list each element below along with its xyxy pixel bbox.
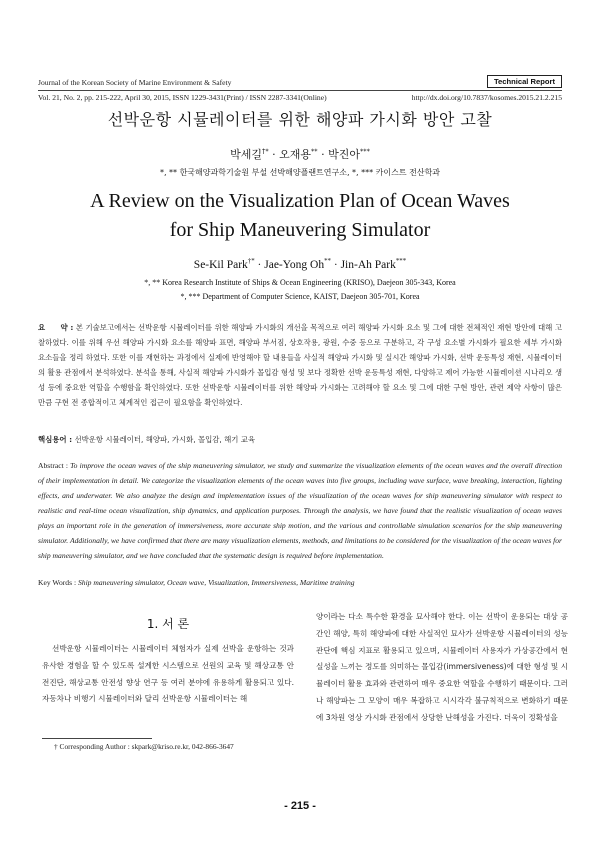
english-keywords-text: Ship maneuvering simulator, Ocean wave, Visualization, Immersiveness, Maritime training: [77, 578, 355, 587]
author-ko-2: · 오재용: [268, 148, 311, 161]
korean-keywords-text: 선박운항 시뮬레이터, 해양파, 가시화, 몰입감, 해기 교육: [74, 435, 256, 444]
author-ko-1: 박세길: [230, 148, 263, 161]
author-en-1-mark: †*: [247, 258, 255, 265]
english-affiliation-1: *, ** Korea Research Institute of Ships & Ocean Engineering (KRISO), Daejeon 305-343, Korea: [144, 278, 456, 287]
korean-keywords-label: 핵심용어 :: [38, 435, 73, 444]
author-ko-3-mark: ***: [359, 147, 370, 156]
english-abstract: [38, 458, 562, 563]
corresponding-author-footnote: † Corresponding Author : skpark@kriso.re.kr, 042-866-3647: [54, 742, 234, 751]
korean-abstract-text: 본 기술보고에서는 선박운항 시뮬레이터를 위한 해양파 가시화의 개선을 목적으로 여러 해양파 가시화 요소 및 그에 대한 전체적인 재현 방안에 대해 고찰하였다. 이를 위해 우선 해양파 가시화 요소를 해양파 표면, 해양파 부서짐, 상호작용, 광원, 수중 등으로 구분하고, 각 구성 요소별 가시화가 필요한 세부 가시화 요소들을 정리 하였다. 또한 이를 재현하는 과정에서 실제에 반영해야 할 내용들을 사실적 해양파 가시화 및 실시간 해양파 가시화, 선박 운동특성 재현, 시뮬레이터의 활용 관점에서 분석하였다. 분석을 통해, 사실적 해양파 가시화가 몰입감 형성 및 보다 정확한 선박 운동특성 재현, 다양하고 제어 가능한 시뮬레이션 시나리오 생성 등에 중요한 역할을 수행함을 확인하였다. 또한 선박운항 시뮬레이터를 위한 해양파 가시화는 고려해야 할 요소 및 그에 대한 구현 방안, 관련 제약 사항이 많은 만큼 구현 전 종합적이고 체계적인 접근이 필요함을 확인하였다.: [38, 323, 562, 407]
english-affiliation-2: *, *** Department of Computer Science, KAIST, Daejeon 305-701, Korea: [180, 292, 420, 301]
author-en-3: · Jin-Ah Park: [331, 258, 396, 271]
english-abstract-label: Abstract :: [38, 461, 68, 470]
korean-abstract: [38, 320, 562, 410]
author-en-1: Se-Kil Park: [193, 258, 248, 271]
doi-link[interactable]: http://dx.doi.org/10.7837/kosomes.2015.21.2.215: [411, 93, 562, 102]
author-en-2: · Jae-Yong Oh: [254, 258, 325, 271]
author-en-3-mark: ***: [395, 258, 407, 265]
english-title-line-2: for Ship Maneuvering Simulator: [169, 219, 431, 241]
english-keywords-label: Key Words :: [38, 578, 77, 587]
journal-name: Journal of the Korean Society of Marine Environment & Safety: [38, 78, 232, 87]
volume-info: Vol. 21, No. 2, pp. 215-222, April 30, 2015, ISSN 1229-3431(Print) / ISSN 2287-3341(Online): [38, 93, 327, 102]
english-abstract-text: To improve the ocean waves of the ship maneuvering simulator, we study and summarize the visualization elements of the ocean waves and the overall direction of their implementation in detail. We categorize the visualization elements of the ocean waves into five groups, including wave surface, wave breaking, interaction, lighting effects, and underwater. We also analyze the design and implementation issues of the visualization of the ocean waves for ship maneuvering simulator with respect to realistic and real-time ocean visualization, ship dynamics, and application purposes. Through the analysis, we have found that the realistic visualization of ocean waves plays an important role in the generation of immersiveness, more accurate ship motion, and the various and controllable simulation scenarios for the ship maneuvering simulator. Additionally, we have confirmed that there are many visualization elements, methods, and limitations to be considered for the visualization of the ocean waves for ship maneuvering simulator, and we have concluded that the systematic design is required before implementation.: [38, 461, 563, 560]
author-ko-1-mark: †*: [262, 147, 269, 156]
header-rule: [38, 90, 562, 91]
korean-abstract-label: 요 약 :: [38, 323, 74, 332]
intro-right-column: 양이라는 다소 특수한 환경을 묘사해야 한다. 이는 선박이 운용되는 대상 공간인 해양, 특히 해양파에 대한 사실적인 묘사가 선박운항 시뮬레이터의 성능 관단에 핵심 지표로 활용되고 있으며, 시뮬레이터 사용자가 가상공간에서 현실성을 느끼는 정도를 의미하는 몰입감(immersiveness)에 대한 형성 및 시뮬레이터 활용 효과와 관련하여 매우 중요한 역할을 수행하기 때문이다. 그러나 해양파는 그 모양이 매우 복잡하고 시시각각 불규칙적으로 변화하기 때문에 3차원 영상 가시화 관점에서 상당한 난해성을 가진다. 더욱이 정확성을: [316, 612, 568, 722]
korean-keywords: [38, 432, 562, 447]
english-authors: [0, 258, 600, 271]
author-en-2-mark: **: [324, 258, 331, 265]
english-keywords: [38, 575, 562, 590]
english-title-line-1: A Review on the Visualization Plan of Ocean Waves: [90, 190, 510, 212]
footnote-rule: [42, 738, 152, 739]
korean-authors: [0, 146, 600, 162]
author-ko-3: · 박진아: [317, 148, 360, 161]
author-ko-2-mark: **: [311, 147, 318, 156]
korean-title: 선박운항 시뮬레이터를 위한 해양파 가시화 방안 고찰: [107, 110, 493, 129]
report-type-badge: Technical Report: [487, 75, 562, 88]
page-number: - 215 -: [284, 800, 316, 812]
section-heading-introduction: 1. 서 론: [146, 617, 190, 631]
korean-affiliation: *, ** 한국해양과학기술원 부설 선박해양플랜트연구소, *, *** 카이스트 전산학과: [159, 168, 441, 177]
intro-left-column: 선박운항 시뮬레이터는 시뮬레이터 체험자가 실제 선박을 운항하는 것과 유사한 경험을 할 수 있도록 설계한 시스템으로 선원의 교육 및 해상교통 안전진단, 해상교통 안전성 향상 연구 등 여러 분야에 유용하게 활용되고 있다. 자동차나 비행기 시뮬레이터와 달리 선박운항 시뮬레이터는 해: [42, 644, 294, 704]
